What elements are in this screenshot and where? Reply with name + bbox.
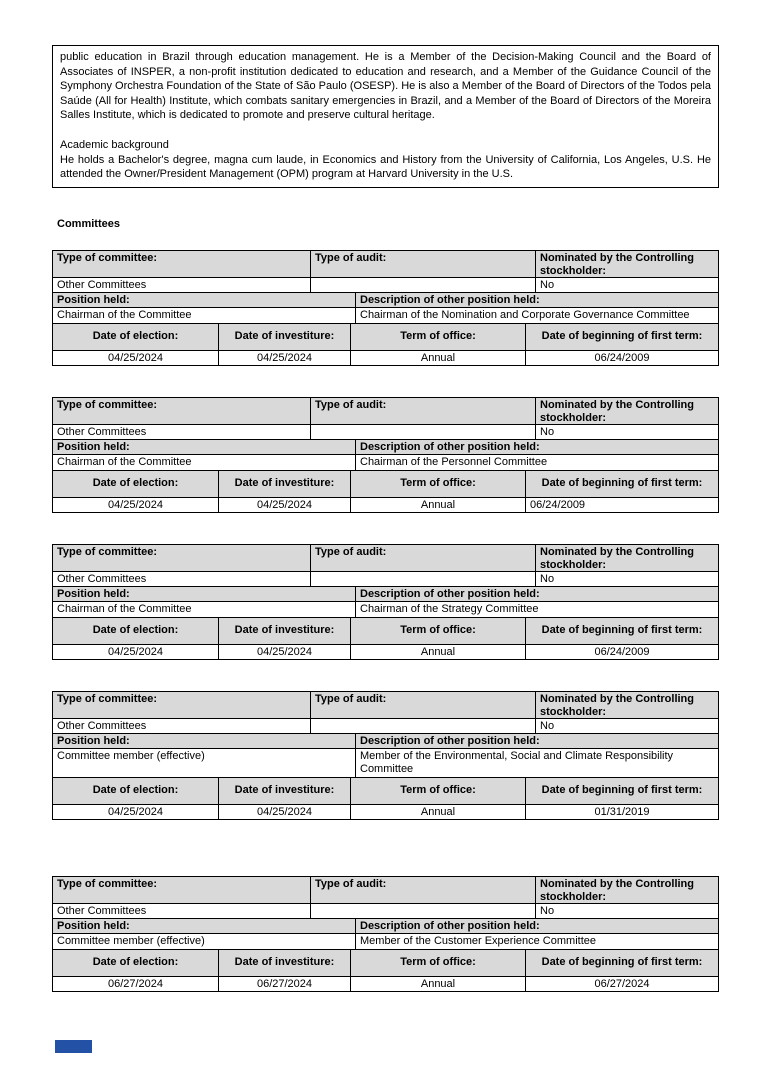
date-beginning-label: Date of beginning of first term:: [526, 950, 719, 977]
nominated-value: No: [536, 278, 719, 293]
type-of-committee-label: Type of committee:: [53, 877, 311, 904]
position-held-value: Committee member (effective): [53, 934, 356, 950]
table-header-row: [53, 950, 719, 977]
date-beginning-label: Date of beginning of first term:: [526, 778, 719, 805]
table-header-row: [53, 471, 719, 498]
date-of-election-label: Date of election:: [53, 471, 219, 498]
description-other-label: Description of other position held:: [356, 587, 719, 602]
description-other-label: Description of other position held:: [356, 440, 719, 455]
table-header-row: [53, 877, 719, 904]
date-of-investiture-label: Date of investiture:: [219, 471, 351, 498]
type-of-committee-value: Other Committees: [53, 278, 311, 293]
type-of-committee-value: Other Committees: [53, 719, 311, 734]
table-header-row: [53, 919, 719, 934]
table-value-row: [53, 749, 719, 778]
term-of-office-label: Term of office:: [351, 950, 526, 977]
table-value-row: [53, 719, 719, 734]
type-of-audit-label: Type of audit:: [311, 251, 536, 278]
table-header-row: [53, 692, 719, 719]
table-value-row: [53, 934, 719, 950]
date-of-investiture-label: Date of investiture:: [219, 618, 351, 645]
date-of-investiture-value: 04/25/2024: [219, 498, 351, 513]
table-value-row: [53, 645, 719, 660]
table-header-row: [53, 293, 719, 308]
date-of-election-value: 04/25/2024: [53, 351, 219, 366]
term-of-office-value: Annual: [351, 351, 526, 366]
date-of-investiture-label: Date of investiture:: [219, 778, 351, 805]
date-of-election-label: Date of election:: [53, 324, 219, 351]
date-beginning-value: 06/24/2009: [526, 498, 719, 513]
date-beginning-label: Date of beginning of first term:: [526, 324, 719, 351]
position-held-value: Committee member (effective): [53, 749, 356, 778]
description-other-value: Chairman of the Strategy Committee: [356, 602, 719, 618]
position-held-label: Position held:: [53, 587, 356, 602]
nominated-label: Nominated by the Controlling stockholder:: [536, 877, 719, 904]
committee-table-5: [52, 876, 719, 992]
position-held-label: Position held:: [53, 919, 356, 934]
date-beginning-label: Date of beginning of first term:: [526, 471, 719, 498]
table-header-row: [53, 734, 719, 749]
academic-background-text: He holds a Bachelor's degree, magna cum laude, in Economics and History from the University of California, Los Angeles, U.S. He attended the Owner/President Management (OPM) program at Harvard University in the U.S.: [60, 153, 711, 181]
table-header-row: [53, 778, 719, 805]
description-other-label: Description of other position held:: [356, 734, 719, 749]
date-beginning-value: 06/27/2024: [526, 977, 719, 992]
type-of-audit-value: [311, 425, 536, 440]
position-held-value: Chairman of the Committee: [53, 602, 356, 618]
table-value-row: [53, 425, 719, 440]
date-of-election-value: 04/25/2024: [53, 805, 219, 820]
type-of-audit-label: Type of audit:: [311, 398, 536, 425]
nominated-value: No: [536, 425, 719, 440]
table-value-row: [53, 278, 719, 293]
table-value-row: [53, 308, 719, 324]
committee-table-2: [52, 397, 719, 513]
committee-table-3: [52, 544, 719, 660]
date-beginning-value: 01/31/2019: [526, 805, 719, 820]
term-of-office-value: Annual: [351, 645, 526, 660]
type-of-audit-value: [311, 904, 536, 919]
term-of-office-label: Term of office:: [351, 471, 526, 498]
table-header-row: [53, 398, 719, 425]
date-of-election-value: 04/25/2024: [53, 645, 219, 660]
position-held-label: Position held:: [53, 734, 356, 749]
academic-background-heading: Academic background: [60, 138, 169, 151]
type-of-committee-value: Other Committees: [53, 425, 311, 440]
table-value-row: [53, 602, 719, 618]
nominated-label: Nominated by the Controlling stockholder:: [536, 692, 719, 719]
table-value-row: [53, 572, 719, 587]
type-of-audit-value: [311, 719, 536, 734]
type-of-committee-label: Type of committee:: [53, 251, 311, 278]
type-of-audit-value: [311, 572, 536, 587]
nominated-label: Nominated by the Controlling stockholder:: [536, 251, 719, 278]
table-header-row: [53, 251, 719, 278]
date-of-election-value: 06/27/2024: [53, 977, 219, 992]
position-held-label: Position held:: [53, 440, 356, 455]
type-of-committee-label: Type of committee:: [53, 398, 311, 425]
date-of-investiture-value: 04/25/2024: [219, 645, 351, 660]
bio-text-box: [52, 45, 719, 188]
bio-paragraph: public education in Brazil through education management. He is a Member of the Decision-Making Council and the Board of Associates of INSPER, a non-profit institution dedicated to education and research, and a Member of the Guidance Council of the Symphony Orchestra Foundation of the State of São Paulo (OSESP). He is also a Member of the Board of Directors of the Todos pela Saúde (All for Health) Institute, which combats sanitary emergencies in Brazil, and a Member of the Board of Directors of the Moreira Salles Institute, which is dedicated to promote and preserve cultural heritage.: [60, 51, 711, 122]
nominated-label: Nominated by the Controlling stockholder:: [536, 545, 719, 572]
type-of-audit-label: Type of audit:: [311, 545, 536, 572]
term-of-office-label: Term of office:: [351, 618, 526, 645]
date-beginning-value: 06/24/2009: [526, 645, 719, 660]
date-of-election-label: Date of election:: [53, 778, 219, 805]
description-other-label: Description of other position held:: [356, 293, 719, 308]
description-other-label: Description of other position held:: [356, 919, 719, 934]
type-of-committee-label: Type of committee:: [53, 692, 311, 719]
table-header-row: [53, 324, 719, 351]
type-of-committee-value: Other Committees: [53, 904, 311, 919]
position-held-value: Chairman of the Committee: [53, 455, 356, 471]
table-header-row: [53, 545, 719, 572]
date-of-election-value: 04/25/2024: [53, 498, 219, 513]
committees-heading: Committees: [57, 217, 120, 230]
term-of-office-label: Term of office:: [351, 324, 526, 351]
date-of-election-label: Date of election:: [53, 950, 219, 977]
table-value-row: [53, 351, 719, 366]
nominated-value: No: [536, 719, 719, 734]
page-content: [52, 45, 719, 992]
table-value-row: [53, 455, 719, 471]
position-held-value: Chairman of the Committee: [53, 308, 356, 324]
description-other-value: Chairman of the Personnel Committee: [356, 455, 719, 471]
date-of-investiture-label: Date of investiture:: [219, 324, 351, 351]
type-of-audit-value: [311, 278, 536, 293]
date-of-investiture-label: Date of investiture:: [219, 950, 351, 977]
type-of-audit-label: Type of audit:: [311, 692, 536, 719]
nominated-value: No: [536, 572, 719, 587]
date-beginning-label: Date of beginning of first term:: [526, 618, 719, 645]
term-of-office-value: Annual: [351, 805, 526, 820]
position-held-label: Position held:: [53, 293, 356, 308]
committee-table-1: [52, 250, 719, 366]
date-beginning-value: 06/24/2009: [526, 351, 719, 366]
table-header-row: [53, 440, 719, 455]
type-of-committee-value: Other Committees: [53, 572, 311, 587]
table-header-row: [53, 587, 719, 602]
nominated-label: Nominated by the Controlling stockholder:: [536, 398, 719, 425]
type-of-audit-label: Type of audit:: [311, 877, 536, 904]
term-of-office-value: Annual: [351, 977, 526, 992]
date-of-investiture-value: 04/25/2024: [219, 351, 351, 366]
date-of-election-label: Date of election:: [53, 618, 219, 645]
table-value-row: [53, 498, 719, 513]
table-value-row: [53, 977, 719, 992]
term-of-office-value: Annual: [351, 498, 526, 513]
date-of-investiture-value: 04/25/2024: [219, 805, 351, 820]
description-other-value: Chairman of the Nomination and Corporate Governance Committee: [356, 308, 719, 324]
date-of-investiture-value: 06/27/2024: [219, 977, 351, 992]
table-value-row: [53, 805, 719, 820]
committee-table-4: [52, 691, 719, 820]
description-other-value: Member of the Environmental, Social and Climate Responsibility Committee: [356, 749, 719, 778]
nominated-value: No: [536, 904, 719, 919]
description-other-value: Member of the Customer Experience Committee: [356, 934, 719, 950]
table-value-row: [53, 904, 719, 919]
type-of-committee-label: Type of committee:: [53, 545, 311, 572]
blue-mark-decoration: [55, 1040, 92, 1053]
table-header-row: [53, 618, 719, 645]
term-of-office-label: Term of office:: [351, 778, 526, 805]
